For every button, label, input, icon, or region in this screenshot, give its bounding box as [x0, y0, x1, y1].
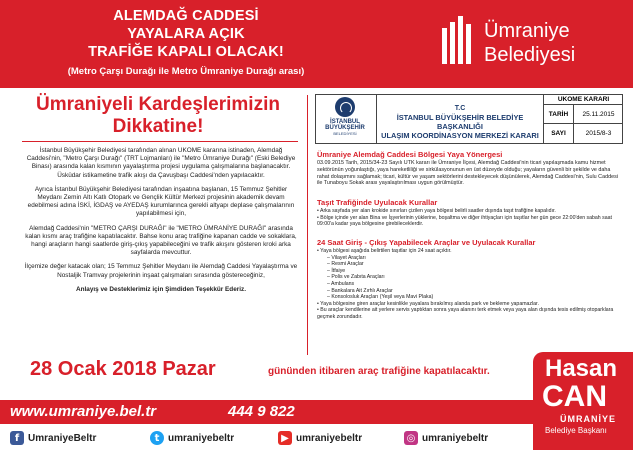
column-divider	[307, 95, 308, 355]
instagram-icon: ◎	[404, 431, 418, 445]
social-instagram[interactable]	[404, 430, 488, 446]
twitter-icon: t	[150, 431, 164, 445]
badge-district: ÜMRANİYE	[560, 414, 617, 424]
section-pedestrian-title: Ümraniye Alemdağ Caddesi Bölgesi Yaya Yönergesi	[317, 150, 503, 159]
left-title-line2: Dikkatine!	[112, 116, 204, 137]
left-paragraph-3: Alemdağ Caddesi'nin "METRO ÇARŞI DURAĞI" ile "METRO ÜMRANİYE DURAĞI" arasında kalan kısmı araç trafiğine kapatılacaktır. Bahse konu araç trafiğine kapanan cadde ve sokaklara, hangi araçların hangi saatlerde giriş-çıkış yapabileceğini ve trafik akışını gösteren kroki arka sayfalarda mevcuttur.	[25, 224, 297, 257]
social-youtube[interactable]	[278, 430, 362, 446]
social-label: UmraniyeBeltr	[28, 432, 97, 444]
ukome-decision-table	[544, 94, 623, 144]
traffic-rules-list	[317, 208, 623, 228]
social-label: umraniyebeltr	[296, 432, 363, 444]
banner-subtitle: (Metro Çarşı Durağı ile Metro Ümraniye Durağı arası)	[67, 66, 305, 77]
list-item: – Resmi Araçlar	[317, 261, 623, 268]
umraniye-logo-icon	[440, 14, 476, 66]
list-item: • Bölge içinde yer alan Bina ve İşyerlerinin yüklerine, boşaltma ve diğer ihtiyaçları için taşıtlar her gün gece 22:00'den sabah saat 09:00'a kadar yaya bölgesine girebileceklerdir.	[317, 215, 623, 228]
logo-text-belediyesi: Belediyesi	[484, 44, 576, 66]
decision-date-value: 25.11.2015	[582, 110, 615, 118]
ibb-emblem-icon	[335, 97, 355, 117]
badge-title: Belediye Başkanı	[545, 426, 607, 435]
header-center-line1: İSTANBUL BÜYÜKŞEHİR BELEDİYE BAŞKANLIĞI	[396, 113, 524, 131]
closure-date: 28 Ocak 2018 Pazar	[30, 358, 216, 380]
logo-text-umraniye: Ümraniye	[484, 20, 570, 42]
social-twitter[interactable]	[150, 430, 234, 446]
badge-first-name: Hasan	[545, 355, 618, 382]
banner-heading-line2: YAYALARA AÇIK	[127, 26, 245, 42]
list-item: – Vilayet Araçları	[317, 255, 623, 262]
list-item: • Yaya bölgesine giren araçlar kesinlikle yayalara bırakılmış alanda park ve bekleme yapamazlar.	[317, 301, 623, 308]
vehicles-24h-list	[317, 248, 623, 321]
closure-date-note: gününden itibaren araç trafiğine kapatılacaktır.	[268, 366, 490, 377]
header-center-line2: ULAŞIM KOORDİNASYON MERKEZİ KARARI	[381, 131, 539, 140]
phone-number[interactable]: 444 9 822	[228, 403, 295, 420]
list-item: – Ambulans	[317, 281, 623, 288]
list-item: • Bu araçlar kendilerine ait yerlere servis yaptıktan sonra yaya alanını terk etmek veya yaya alan dışında tesis edilmiş otoparklara geçmek zorundadır.	[317, 307, 623, 320]
website-link[interactable]: www.umraniye.bel.tr	[10, 403, 157, 420]
ibb-logo-sub: BELEDİYESİ	[333, 131, 357, 136]
left-body-text	[22, 147, 300, 300]
left-paragraph-2: Ayrıca İstanbul Büyükşehir Belediyesi tarafından inşaatına başlanan, 15 Temmuz Şehitler Meydanı Zemin Altı Katlı Otopark ve Gençlik Kültür Merkezi projesinin akademik devam edebilmesi adına İSKİ, İGDAŞ ve AYEDAŞ kurumlarınca gerekli altyapı deplase çalışmalarının yapılabilmesi için,	[27, 185, 295, 218]
left-paragraph-1: İstanbul Büyükşehir Belediyesi tarafından alınan UKOME kararına istinaden, Alemdağ Caddesi'nin, "Metro Çarşı Durağı" (TRT Lojmanları) ile "Metro Ümraniye Durağı" (Eski Belediye Binası) arasında kalan kısmının yayalaştırma projesi uygulama çalışmalarına başlanacaktır. Üsküdar istikametine trafik akışı da Çavuşbaşı Caddesi'nden yapılacaktır.	[26, 147, 296, 179]
section-pedestrian-text: 03.09.2015 Tarih, 2015/34-23 Sayılı UTK kararı ile Ümraniye İlçesi, Alemdağ Caddesi'nin ticari yapılaşmada kamu hizmet sektörünün yoğunlaştığı, yaya hareketliliği ve sirkülasyonunun en üst düzeyde olduğu; yayaların güvenli bir şekilde ve daha rahat dolaşımını sağlamak; ticari, kültür ve yaşam sektörlerini destekleyecek düşünülerek, Alemdağ Caddesi'nin, Sulu Caddesi ile Tunaboyu Sokak arası yayalaştırılması uygun görülmüştür.	[317, 160, 618, 187]
list-item: – Polis ve Zabıta Araçları	[317, 274, 623, 281]
ibb-logo	[318, 97, 372, 141]
banner-heading-line1: ALEMDAĞ CADDESİ	[113, 8, 259, 24]
decision-number-value: 2015/8-3	[585, 130, 612, 137]
decision-date-label: TARİH	[544, 105, 574, 123]
list-item: – İtfaiye	[317, 268, 623, 275]
section-traffic-rules-title: Taşıt Trafiğinde Uyulacak Kurallar	[317, 198, 438, 207]
decision-number-label: SAYI	[544, 124, 574, 143]
left-paragraph-5: Anlayış ve Desteklerimiz için Şimdiden Teşekkür Ederiz.	[75, 285, 246, 293]
social-label: umraniyebeltr	[422, 432, 489, 444]
facebook-icon: f	[10, 431, 24, 445]
badge-last-name: CAN	[542, 380, 607, 413]
left-title-line1: Ümraniyeli Kardeşlerimizin	[36, 94, 280, 115]
header-tc: T.C	[454, 105, 466, 112]
decision-number-row	[544, 124, 623, 143]
ibb-logo-name: İSTANBUL BÜYÜKŞEHİR	[325, 119, 365, 131]
social-facebook[interactable]	[10, 430, 96, 446]
left-paragraph-4: İlçemize değer katacak olan; 15 Temmuz Şehitler Meydanı ile Alemdağ Caddesi Yayalaştırma ve Nostaljik Tramvay projelerinin inşaat çalışmaları sırasında göstereceğiniz,	[24, 263, 298, 279]
banner-heading-line3: TRAFİĞE KAPALI OLACAK!	[88, 44, 284, 60]
social-label: umraniyebeltr	[168, 432, 235, 444]
ukome-header-center	[376, 94, 544, 144]
section-24h-title: 24 Saat Giriş - Çıkış Yapabilecek Araçlar ve Uyulacak Kurallar	[317, 238, 536, 247]
youtube-icon: ▶	[278, 431, 292, 445]
list-item: • Yaya bölgesi aşağıda belirtilen taşıtlar için 24 saat açıktır.	[317, 248, 623, 255]
left-title-divider	[22, 141, 298, 142]
list-item: – Konsolosluk Araçları (Yeşil veya Mavi Plaka)	[317, 294, 623, 301]
decision-date-row	[544, 105, 623, 124]
decision-table-title: UKOME KARARI	[544, 94, 623, 105]
list-item: – Bankalara Ait Zırhlı Araçlar	[317, 288, 623, 295]
list-item: • Arka sayfada yer alan krokide sınırları çizilen yaya bölgesi belirli saatler dışında taşıt trafiğine kapalıdır.	[317, 208, 623, 215]
